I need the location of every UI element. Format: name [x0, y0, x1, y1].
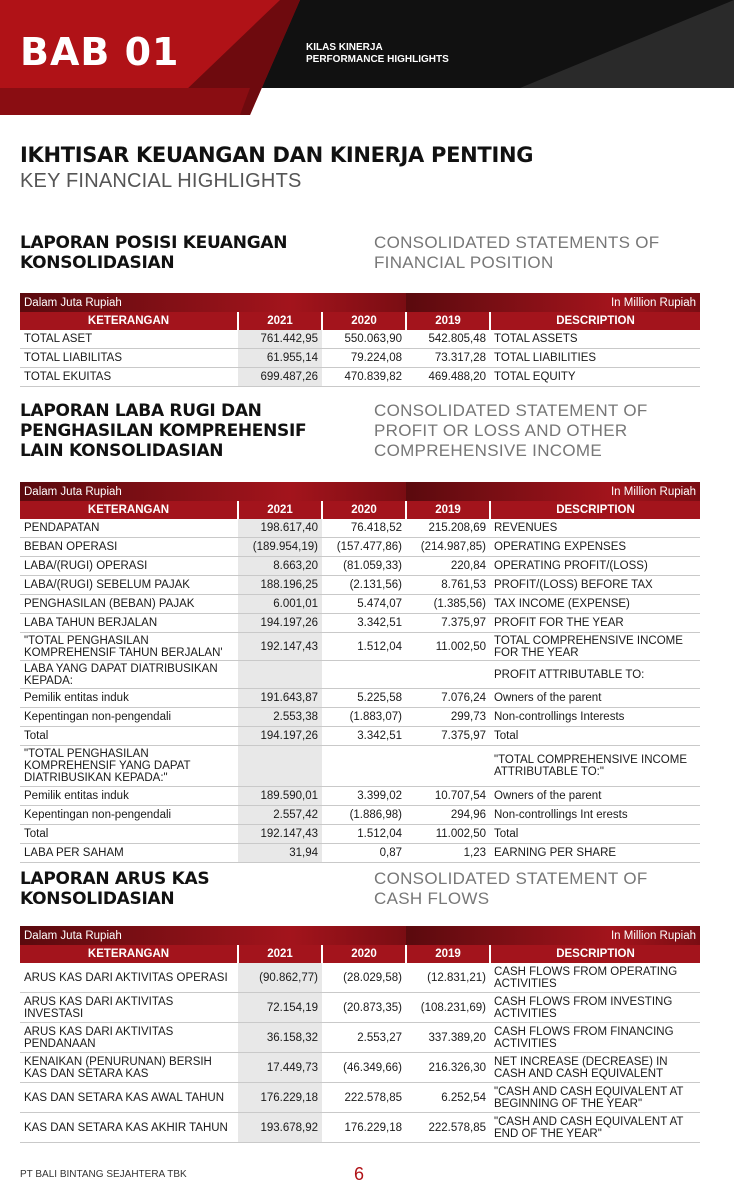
row-label: "TOTAL PENGHASILAN KOMPREHENSIF TAHUN BERJALAN' — [20, 633, 238, 661]
row-label: KAS DAN SETARA KAS AWAL TAHUN — [20, 1083, 238, 1113]
value-2021: 8.663,20 — [238, 557, 322, 576]
table-row — [20, 825, 700, 844]
table-row — [20, 1053, 700, 1083]
row-description: Owners of the parent — [490, 787, 700, 806]
row-label: LABA TAHUN BERJALAN — [20, 614, 238, 633]
table-row — [20, 689, 700, 708]
cash-flow-table — [20, 926, 700, 1143]
value-2019: 7.375,97 — [406, 614, 490, 633]
unit-label-en: In Million Rupiah — [406, 293, 700, 312]
row-label: TOTAL EKUITAS — [20, 368, 238, 387]
row-label: Pemilik entitas induk — [20, 689, 238, 708]
page-subtitle: KEY FINANCIAL HIGHLIGHTS — [20, 170, 302, 192]
section1-title-id-line: KONSOLIDASIAN — [20, 253, 175, 273]
value-2019: 73.317,28 — [406, 349, 490, 368]
profit-loss-table — [20, 482, 700, 863]
row-description: Non-controllings Int erests — [490, 806, 700, 825]
row-label: ARUS KAS DARI AKTIVITAS OPERASI — [20, 963, 238, 993]
table-row — [20, 963, 700, 993]
value-2020: 3.342,51 — [322, 614, 406, 633]
value-2021: 192.147,43 — [238, 825, 322, 844]
row-label: PENGHASILAN (BEBAN) PAJAK — [20, 595, 238, 614]
row-label: Total — [20, 825, 238, 844]
column-header-ket: KETERANGAN — [20, 501, 238, 519]
value-2020: 5.474,07 — [322, 595, 406, 614]
unit-label-id: Dalam Juta Rupiah — [20, 482, 406, 501]
value-2019: 215.208,69 — [406, 519, 490, 538]
value-2019 — [406, 746, 490, 787]
section3-title-id-line: LAPORAN ARUS KAS — [20, 869, 210, 889]
section3-title-en-line: CASH FLOWS — [374, 889, 490, 908]
row-description: PROFIT FOR THE YEAR — [490, 614, 700, 633]
value-2021: 2.553,38 — [238, 708, 322, 727]
table-row — [20, 727, 700, 746]
row-description: REVENUES — [490, 519, 700, 538]
row-description: CASH FLOWS FROM INVESTING ACTIVITIES — [490, 993, 700, 1023]
column-header-y3: 2019 — [406, 501, 490, 519]
value-2020: 2.553,27 — [322, 1023, 406, 1053]
row-label: LABA YANG DAPAT DIATRIBUSIKAN KEPADA: — [20, 661, 238, 689]
table-row — [20, 368, 700, 387]
row-description: CASH FLOWS FROM FINANCING ACTIVITIES — [490, 1023, 700, 1053]
value-2020: (81.059,33) — [322, 557, 406, 576]
table-row — [20, 787, 700, 806]
value-2021: 699.487,26 — [238, 368, 322, 387]
value-2021: 198.617,40 — [238, 519, 322, 538]
table-row — [20, 993, 700, 1023]
section2-title-id — [20, 401, 306, 461]
value-2020: 550.063,90 — [322, 330, 406, 349]
column-header-y1: 2021 — [238, 501, 322, 519]
value-2019: 7.076,24 — [406, 689, 490, 708]
table-caption-row — [20, 293, 700, 312]
row-label: ARUS KAS DARI AKTIVITAS PENDANAAN — [20, 1023, 238, 1053]
row-description: TOTAL ASSETS — [490, 330, 700, 349]
table-caption-row — [20, 926, 700, 945]
value-2019: 7.375,97 — [406, 727, 490, 746]
value-2020: 79.224,08 — [322, 349, 406, 368]
table-row — [20, 708, 700, 727]
value-2020 — [322, 661, 406, 689]
value-2020: (1.883,07) — [322, 708, 406, 727]
value-2019: 1,23 — [406, 844, 490, 863]
row-description: Non-controllings Interests — [490, 708, 700, 727]
column-header-desc: DESCRIPTION — [490, 945, 700, 963]
row-description: CASH FLOWS FROM OPERATING ACTIVITIES — [490, 963, 700, 993]
value-2020: 76.418,52 — [322, 519, 406, 538]
unit-label-en: In Million Rupiah — [406, 926, 700, 945]
value-2019: 469.488,20 — [406, 368, 490, 387]
section2-title-id-line: LAPORAN LABA RUGI DAN — [20, 401, 262, 421]
value-2019: (108.231,69) — [406, 993, 490, 1023]
table-row — [20, 746, 700, 787]
value-2021: 176.229,18 — [238, 1083, 322, 1113]
column-header-ket: KETERANGAN — [20, 945, 238, 963]
row-label: LABA/(RUGI) OPERASI — [20, 557, 238, 576]
value-2020: (20.873,35) — [322, 993, 406, 1023]
column-header-y1: 2021 — [238, 312, 322, 330]
section1-title-id — [20, 233, 287, 273]
value-2020: (1.886,98) — [322, 806, 406, 825]
row-description: NET INCREASE (DECREASE) IN CASH AND CASH EQUIVALENT — [490, 1053, 700, 1083]
row-description: PROFIT ATTRIBUTABLE TO: — [490, 661, 700, 689]
value-2020: 176.229,18 — [322, 1113, 406, 1143]
section1-title-en-line: FINANCIAL POSITION — [374, 253, 554, 272]
value-2019: 542.805,48 — [406, 330, 490, 349]
value-2020: (2.131,56) — [322, 576, 406, 595]
value-2019: (1.385,56) — [406, 595, 490, 614]
row-description: TAX INCOME (EXPENSE) — [490, 595, 700, 614]
value-2020: (28.029,58) — [322, 963, 406, 993]
value-2021: 188.196,25 — [238, 576, 322, 595]
row-description: TOTAL COMPREHENSIVE INCOME FOR THE YEAR — [490, 633, 700, 661]
value-2019: (12.831,21) — [406, 963, 490, 993]
value-2019: 220,84 — [406, 557, 490, 576]
row-label: "TOTAL PENGHASILAN KOMPREHENSIF YANG DAPAT DIATRIBUSIKAN KEPADA:" — [20, 746, 238, 787]
value-2021: 194.197,26 — [238, 614, 322, 633]
column-header-y3: 2019 — [406, 312, 490, 330]
value-2020: 0,87 — [322, 844, 406, 863]
value-2021: 2.557,42 — [238, 806, 322, 825]
row-label: ARUS KAS DARI AKTIVITAS INVESTASI — [20, 993, 238, 1023]
row-label: TOTAL ASET — [20, 330, 238, 349]
row-label: KENAIKAN (PENURUNAN) BERSIH KAS DAN SETARA KAS — [20, 1053, 238, 1083]
value-2021: 6.001,01 — [238, 595, 322, 614]
row-label: LABA/(RUGI) SEBELUM PAJAK — [20, 576, 238, 595]
row-label: Pemilik entitas induk — [20, 787, 238, 806]
value-2021: 36.158,32 — [238, 1023, 322, 1053]
table-row — [20, 661, 700, 689]
row-description: OPERATING EXPENSES — [490, 538, 700, 557]
table-row — [20, 844, 700, 863]
page-number: 6 — [354, 1164, 365, 1184]
column-header-y1: 2021 — [238, 945, 322, 963]
section3-title-id — [20, 869, 209, 909]
row-label: PENDAPATAN — [20, 519, 238, 538]
row-description: Total — [490, 825, 700, 844]
unit-label-en: In Million Rupiah — [406, 482, 700, 501]
table-row — [20, 538, 700, 557]
value-2020: (46.349,66) — [322, 1053, 406, 1083]
value-2020: 222.578,85 — [322, 1083, 406, 1113]
table-row — [20, 633, 700, 661]
table-row — [20, 557, 700, 576]
table-row — [20, 1083, 700, 1113]
value-2021: 194.197,26 — [238, 727, 322, 746]
value-2021: 189.590,01 — [238, 787, 322, 806]
row-description: EARNING PER SHARE — [490, 844, 700, 863]
section2-title-id-line: PENGHASILAN KOMPREHENSIF — [20, 421, 307, 441]
table-row — [20, 614, 700, 633]
table-row — [20, 1113, 700, 1143]
table-row — [20, 595, 700, 614]
value-2020: 5.225,58 — [322, 689, 406, 708]
table-row — [20, 349, 700, 368]
value-2021: 31,94 — [238, 844, 322, 863]
row-label: KAS DAN SETARA KAS AKHIR TAHUN — [20, 1113, 238, 1143]
value-2021: 192.147,43 — [238, 633, 322, 661]
value-2020: 3.399,02 — [322, 787, 406, 806]
value-2019: 299,73 — [406, 708, 490, 727]
row-label: Total — [20, 727, 238, 746]
value-2021: (90.862,77) — [238, 963, 322, 993]
column-header-y2: 2020 — [322, 501, 406, 519]
header-banner — [0, 0, 734, 115]
table-header-row — [20, 945, 700, 963]
row-description: TOTAL EQUITY — [490, 368, 700, 387]
value-2019: 10.707,54 — [406, 787, 490, 806]
section2-title-en-line: CONSOLIDATED STATEMENT OF — [374, 401, 648, 420]
row-label: TOTAL LIABILITAS — [20, 349, 238, 368]
value-2021: 17.449,73 — [238, 1053, 322, 1083]
section2-title-en-line: COMPREHENSIVE INCOME — [374, 441, 602, 460]
value-2019: 294,96 — [406, 806, 490, 825]
value-2019: 8.761,53 — [406, 576, 490, 595]
column-header-desc: DESCRIPTION — [490, 501, 700, 519]
value-2020: 470.839,82 — [322, 368, 406, 387]
row-description: "TOTAL COMPREHENSIVE INCOME ATTRIBUTABLE TO:" — [490, 746, 700, 787]
value-2019: (214.987,85) — [406, 538, 490, 557]
page-title: IKHTISAR KEUANGAN DAN KINERJA PENTING — [20, 143, 534, 167]
value-2021: 191.643,87 — [238, 689, 322, 708]
table-caption-row — [20, 482, 700, 501]
row-label: Kepentingan non-pengendali — [20, 806, 238, 825]
financial-position-table — [20, 293, 700, 387]
value-2019 — [406, 661, 490, 689]
value-2019: 11.002,50 — [406, 633, 490, 661]
section2-title-id-line: LAIN KONSOLIDASIAN — [20, 441, 224, 461]
row-description: Total — [490, 727, 700, 746]
column-header-ket: KETERANGAN — [20, 312, 238, 330]
value-2020: 1.512,04 — [322, 633, 406, 661]
value-2021 — [238, 661, 322, 689]
table-header-row — [20, 312, 700, 330]
value-2021: 193.678,92 — [238, 1113, 322, 1143]
section3-title-en — [374, 869, 648, 909]
section3-title-en-line: CONSOLIDATED STATEMENT OF — [374, 869, 648, 888]
value-2021: 72.154,19 — [238, 993, 322, 1023]
table-row — [20, 576, 700, 595]
row-description: OPERATING PROFIT/(LOSS) — [490, 557, 700, 576]
table-header-row — [20, 501, 700, 519]
column-header-y3: 2019 — [406, 945, 490, 963]
footer-company: PT BALI BINTANG SEJAHTERA TBK — [20, 1169, 187, 1180]
value-2019: 11.002,50 — [406, 825, 490, 844]
table-row — [20, 519, 700, 538]
value-2019: 216.326,30 — [406, 1053, 490, 1083]
chapter-subtitle — [306, 42, 449, 66]
value-2019: 6.252,54 — [406, 1083, 490, 1113]
table-row — [20, 330, 700, 349]
row-description: "CASH AND CASH EQUIVALENT AT END OF THE YEAR" — [490, 1113, 700, 1143]
row-label: LABA PER SAHAM — [20, 844, 238, 863]
unit-label-id: Dalam Juta Rupiah — [20, 926, 406, 945]
section2-title-en — [374, 401, 648, 461]
value-2019: 337.389,20 — [406, 1023, 490, 1053]
row-label: Kepentingan non-pengendali — [20, 708, 238, 727]
value-2020: (157.477,86) — [322, 538, 406, 557]
row-description: Owners of the parent — [490, 689, 700, 708]
table-row — [20, 806, 700, 825]
row-description: TOTAL LIABILITIES — [490, 349, 700, 368]
value-2020: 1.512,04 — [322, 825, 406, 844]
column-header-y2: 2020 — [322, 945, 406, 963]
section1-title-id-line: LAPORAN POSISI KEUANGAN — [20, 233, 288, 253]
row-description: "CASH AND CASH EQUIVALENT AT BEGINNING OF THE YEAR" — [490, 1083, 700, 1113]
unit-label-id: Dalam Juta Rupiah — [20, 293, 406, 312]
value-2021: 61.955,14 — [238, 349, 322, 368]
value-2021: 761.442,95 — [238, 330, 322, 349]
value-2021 — [238, 746, 322, 787]
table-row — [20, 1023, 700, 1053]
row-label: BEBAN OPERASI — [20, 538, 238, 557]
section1-title-en-line: CONSOLIDATED STATEMENTS OF — [374, 233, 660, 252]
value-2019: 222.578,85 — [406, 1113, 490, 1143]
chapter-subtitle-id: KILAS KINERJA — [306, 42, 383, 53]
section3-title-id-line: KONSOLIDASIAN — [20, 889, 175, 909]
value-2020 — [322, 746, 406, 787]
column-header-y2: 2020 — [322, 312, 406, 330]
chapter-label: BAB 01 — [20, 30, 180, 74]
column-header-desc: DESCRIPTION — [490, 312, 700, 330]
section1-title-en — [374, 233, 660, 273]
row-description: PROFIT/(LOSS) BEFORE TAX — [490, 576, 700, 595]
value-2020: 3.342,51 — [322, 727, 406, 746]
section2-title-en-line: PROFIT OR LOSS AND OTHER — [374, 421, 628, 440]
value-2021: (189.954,19) — [238, 538, 322, 557]
chapter-subtitle-en: PERFORMANCE HIGHLIGHTS — [306, 54, 449, 65]
